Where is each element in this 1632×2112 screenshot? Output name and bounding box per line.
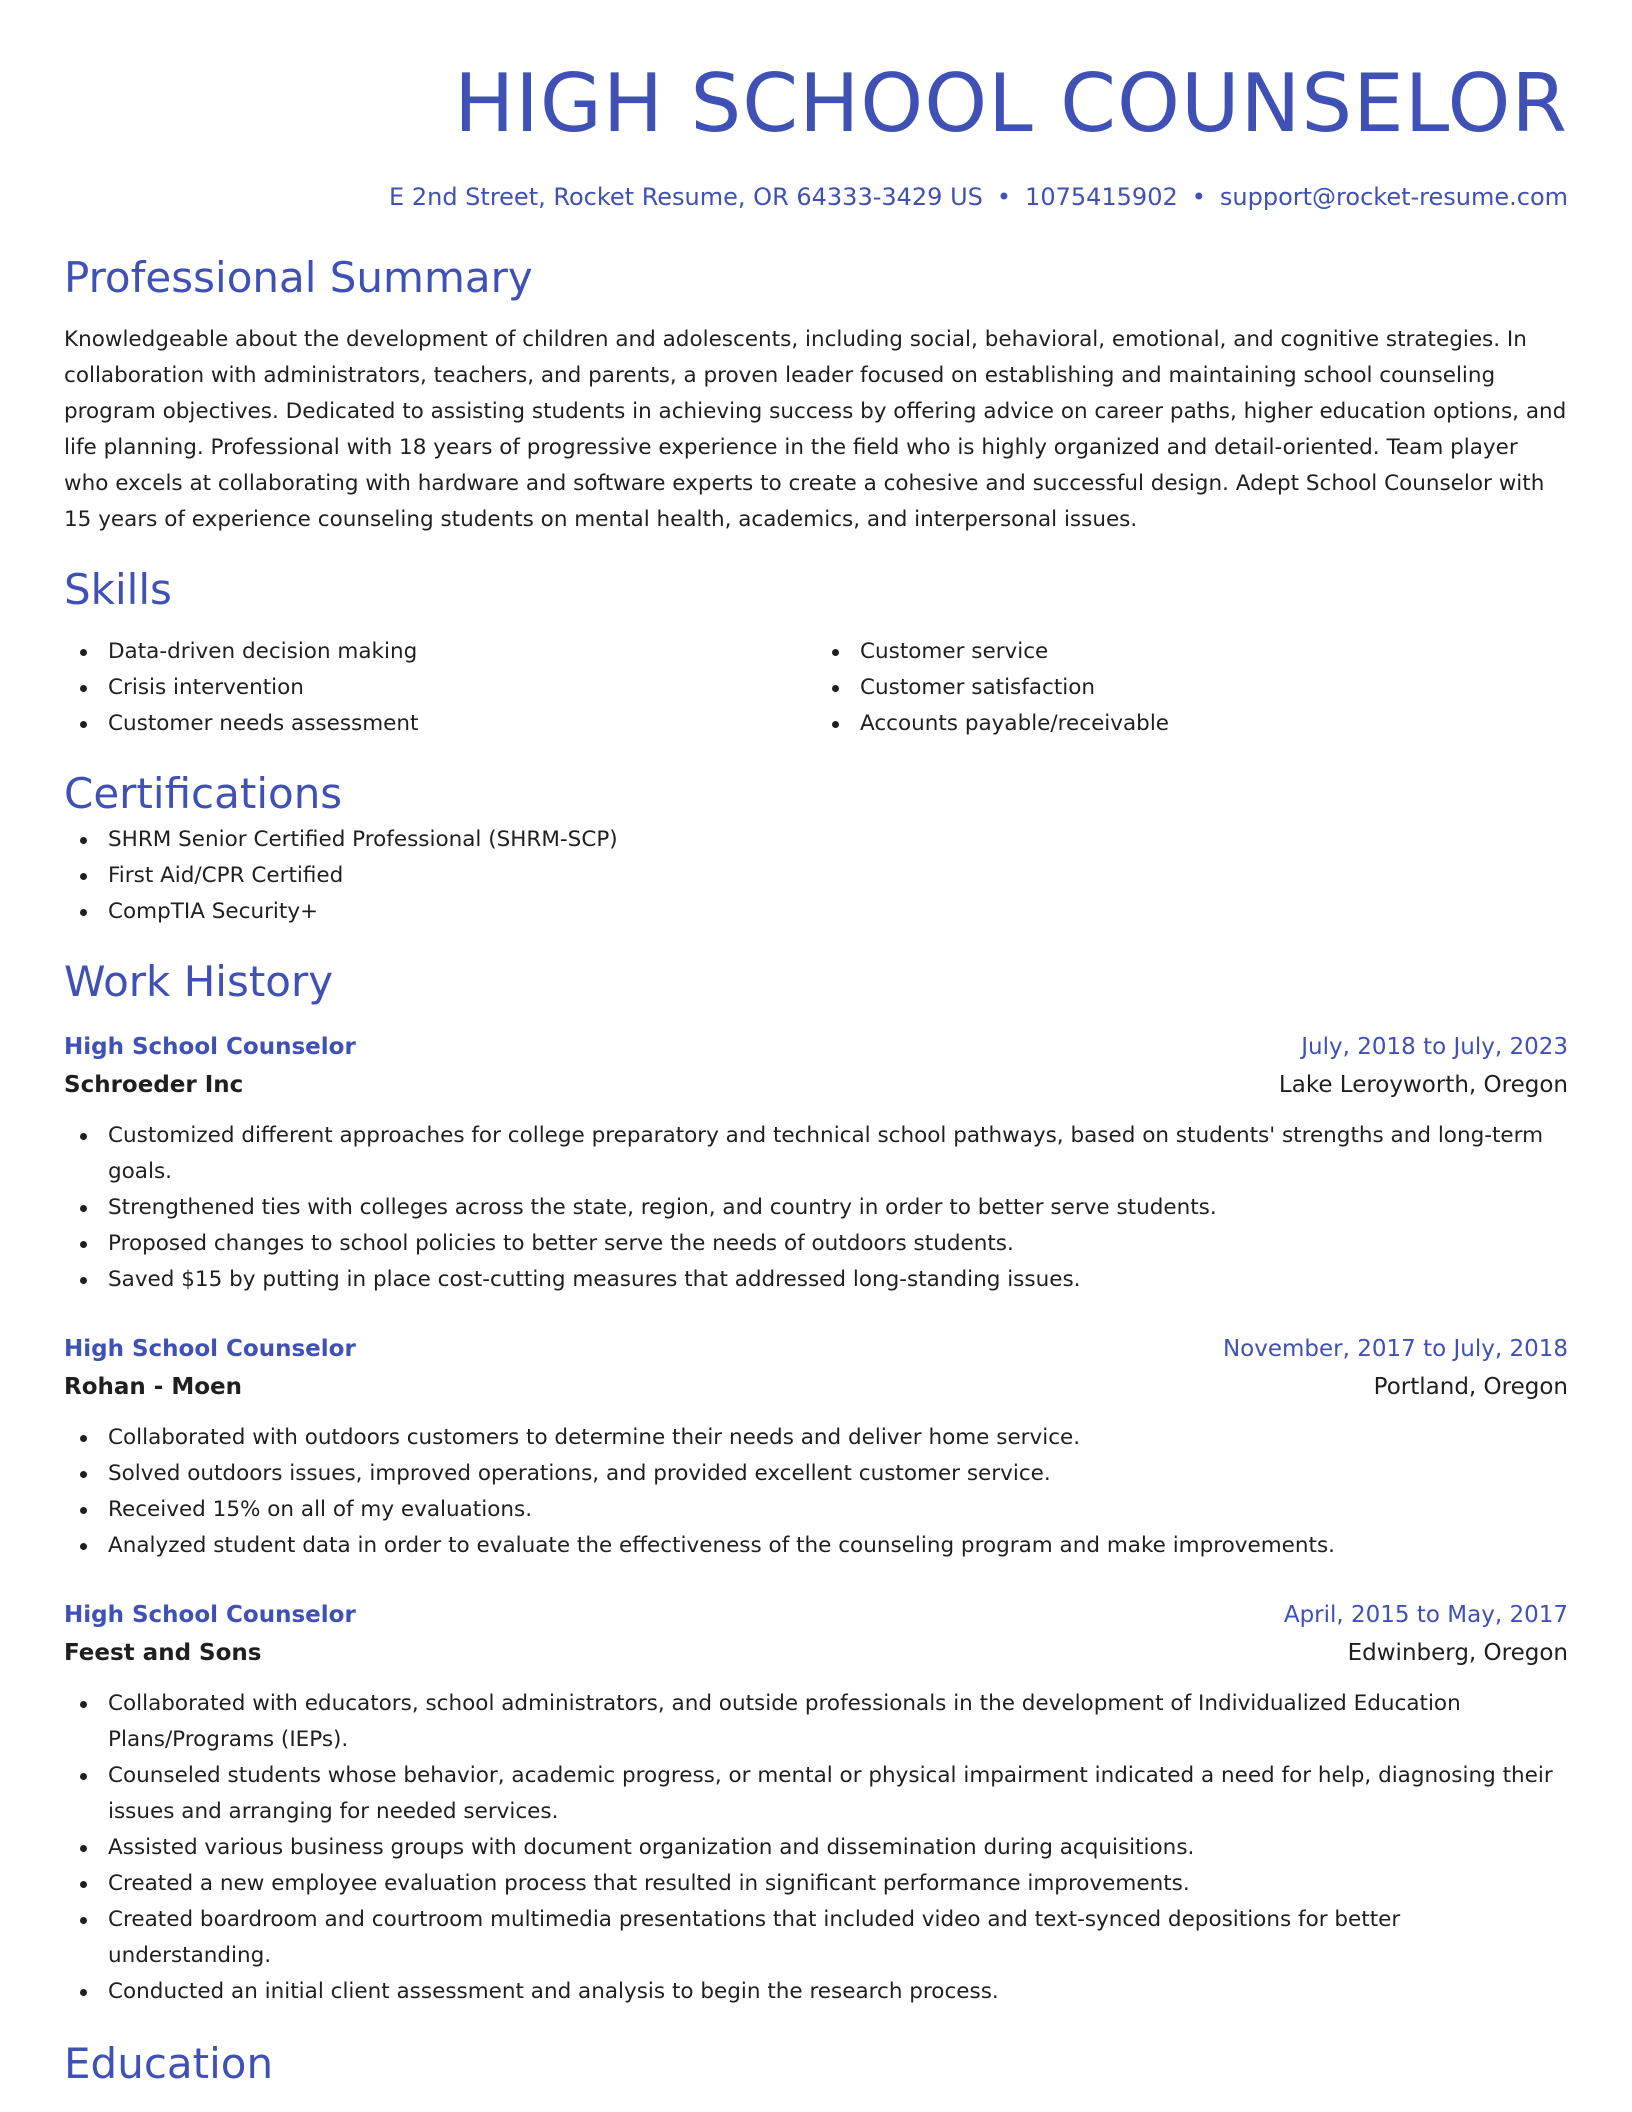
- job-title: High School Counselor: [64, 1336, 356, 1362]
- job-dates: July, 2018 to July, 2023: [1301, 1034, 1568, 1060]
- bullet-icon: [80, 721, 87, 728]
- job-header-row: [64, 1330, 1568, 1368]
- bullet-icon: [80, 1989, 87, 1996]
- contact-line: [64, 180, 1568, 214]
- bullet-icon: [832, 685, 839, 692]
- bullet-icon: [80, 873, 87, 880]
- job-bullet-text: Counseled students whose behavior, academic progress, or mental or physical impairment indicated a need for help, diagnosing their issues and arranging for needed services.: [108, 1763, 1553, 1824]
- bullet-icon: [80, 1133, 87, 1140]
- section-title-certifications: Certifications: [64, 769, 343, 818]
- skills-column-left: [64, 634, 816, 742]
- job-company: Feest and Sons: [64, 1640, 262, 1666]
- skill-item: [64, 670, 816, 706]
- resume-name: HIGH SCHOOL COUNSELOR: [454, 57, 1568, 150]
- bullet-icon: [80, 1917, 87, 1924]
- skills-list: [64, 634, 1568, 742]
- job-company-row: [64, 1066, 1568, 1104]
- job-bullet-text: Created boardroom and courtroom multimedia presentations that included video and text-synced depositions for better understanding.: [108, 1907, 1401, 1968]
- job-entry: [64, 1596, 1568, 2010]
- bullet-icon: [80, 1435, 87, 1442]
- job-bullet-text: Proposed changes to school policies to better serve the needs of outdoors students.: [108, 1231, 1014, 1256]
- skill-label: Customer service: [860, 639, 1049, 664]
- bullet-icon: [80, 1845, 87, 1852]
- skill-label: Data-driven decision making: [108, 639, 418, 664]
- job-bullet-text: Customized different approaches for college preparatory and technical school pathways, based on students' strengths and long-term goals.: [108, 1123, 1544, 1184]
- bullet-icon: [80, 909, 87, 916]
- job-dates: November, 2017 to July, 2018: [1222, 1336, 1568, 1362]
- summary-text: Knowledgeable about the development of children and adolescents, including social, behavioral, emotional, and cognitive strategies. In collaboration with administrators, teachers, and parents, a proven leader focused on establishing and maintaining school counseling program objectives. Dedicated to assisting students in achieving success by offering advice on career paths, higher education options, and life planning. Professional with 18 years of progressive experience in the field who is highly organized and detail-oriented. Team player who excels at collaborating with hardware and software experts to create a cohesive and successful design. Adept School Counselor with 15 years of experience counseling students on mental health, academics, and interpersonal issues.: [64, 327, 1567, 532]
- job-bullet: [64, 1974, 1568, 2010]
- job-location: Portland, Oregon: [1373, 1374, 1568, 1400]
- job-header-row: [64, 1028, 1568, 1066]
- certification-item: [64, 858, 1568, 894]
- skill-label: Customer needs assessment: [108, 711, 419, 736]
- job-bullet-text: Strengthened ties with colleges across the state, region, and country in order to better serve students.: [108, 1195, 1217, 1220]
- job-title: High School Counselor: [64, 1034, 356, 1060]
- section-title-work-history: Work History: [64, 957, 334, 1006]
- skill-item: [64, 706, 816, 742]
- skill-item: [816, 634, 1568, 670]
- job-bullet: [64, 1226, 1568, 1262]
- job-bullet-text: Solved outdoors issues, improved operations, and provided excellent customer service.: [108, 1461, 1051, 1486]
- section-title-skills: Skills: [64, 565, 172, 614]
- job-bullet: [64, 1686, 1568, 1758]
- job-bullet-text: Analyzed student data in order to evaluate the effectiveness of the counseling program and make improvements.: [108, 1533, 1335, 1558]
- job-bullet: [64, 1528, 1568, 1564]
- job-bullet-text: Saved $15 by putting in place cost-cutting measures that addressed long-standing issues.: [108, 1267, 1081, 1292]
- bullet-icon: [80, 1543, 87, 1550]
- bullet-icon: [80, 1507, 87, 1514]
- section-title-summary: Professional Summary: [64, 253, 533, 302]
- job-bullet-text: Collaborated with outdoors customers to determine their needs and deliver home service.: [108, 1425, 1081, 1450]
- section-title-education: Education: [64, 2039, 274, 2088]
- job-bullet-text: Received 15% on all of my evaluations.: [108, 1497, 533, 1522]
- job-bullet: [64, 1262, 1568, 1298]
- skill-label: Crisis intervention: [108, 675, 304, 700]
- certification-label: First Aid/CPR Certified: [108, 863, 344, 888]
- contact-separator: •: [1191, 183, 1206, 211]
- skill-label: Accounts payable/receivable: [860, 711, 1170, 736]
- job-location: Edwinberg, Oregon: [1347, 1640, 1568, 1666]
- certification-label: SHRM Senior Certified Professional (SHRM-SCP): [108, 827, 618, 852]
- job-bullets: [64, 1686, 1568, 2010]
- bullet-icon: [80, 685, 87, 692]
- job-title: High School Counselor: [64, 1602, 356, 1628]
- job-bullet: [64, 1902, 1568, 1974]
- job-bullet-text: Collaborated with educators, school administrators, and outside professionals in the development of Individualized Education Plans/Programs (IEPs).: [108, 1691, 1461, 1752]
- bullet-icon: [80, 1241, 87, 1248]
- job-location: Lake Leroyworth, Oregon: [1278, 1072, 1568, 1098]
- job-bullet: [64, 1866, 1568, 1902]
- skills-column-right: [816, 634, 1568, 742]
- job-bullet: [64, 1830, 1568, 1866]
- skill-item: [816, 670, 1568, 706]
- bullet-icon: [80, 1881, 87, 1888]
- job-dates: April, 2015 to May, 2017: [1283, 1602, 1568, 1628]
- job-entry: [64, 1330, 1568, 1564]
- job-bullet: [64, 1758, 1568, 1830]
- job-bullet: [64, 1190, 1568, 1226]
- job-company: Rohan - Moen: [64, 1374, 243, 1400]
- contact-separator: •: [996, 183, 1012, 211]
- job-bullet: [64, 1456, 1568, 1492]
- contact-email[interactable]: support@rocket-resume.com: [1219, 183, 1568, 211]
- job-bullet-text: Conducted an initial client assessment and analysis to begin the research process.: [108, 1979, 999, 2004]
- bullet-icon: [832, 721, 839, 728]
- job-header-row: [64, 1596, 1568, 1634]
- bullet-icon: [80, 1701, 87, 1708]
- bullet-icon: [80, 649, 87, 656]
- contact-phone: 1075415902: [1025, 183, 1178, 211]
- skill-label: Customer satisfaction: [860, 675, 1095, 700]
- skill-item: [816, 706, 1568, 742]
- job-company-row: [64, 1634, 1568, 1672]
- skill-item: [64, 634, 816, 670]
- job-bullet: [64, 1118, 1568, 1190]
- bullet-icon: [80, 837, 87, 844]
- job-bullet: [64, 1492, 1568, 1528]
- certification-item: [64, 894, 1568, 930]
- bullet-icon: [80, 1277, 87, 1284]
- job-bullet: [64, 1420, 1568, 1456]
- job-bullets: [64, 1118, 1568, 1298]
- job-bullet-text: Created a new employee evaluation process that resulted in significant performance improvements.: [108, 1871, 1190, 1896]
- bullet-icon: [80, 1205, 87, 1212]
- bullet-icon: [832, 649, 839, 656]
- job-entry: [64, 1028, 1568, 1298]
- bullet-icon: [80, 1471, 87, 1478]
- job-bullet-text: Assisted various business groups with document organization and dissemination during acquisitions.: [108, 1835, 1195, 1860]
- job-bullets: [64, 1420, 1568, 1564]
- certification-label: CompTIA Security+: [108, 899, 319, 924]
- certifications-list: [64, 822, 1568, 930]
- job-company: Schroeder Inc: [64, 1072, 244, 1098]
- certification-item: [64, 822, 1568, 858]
- job-company-row: [64, 1368, 1568, 1406]
- bullet-icon: [80, 1773, 87, 1780]
- contact-address: E 2nd Street, Rocket Resume, OR 64333-3429 US: [389, 183, 983, 211]
